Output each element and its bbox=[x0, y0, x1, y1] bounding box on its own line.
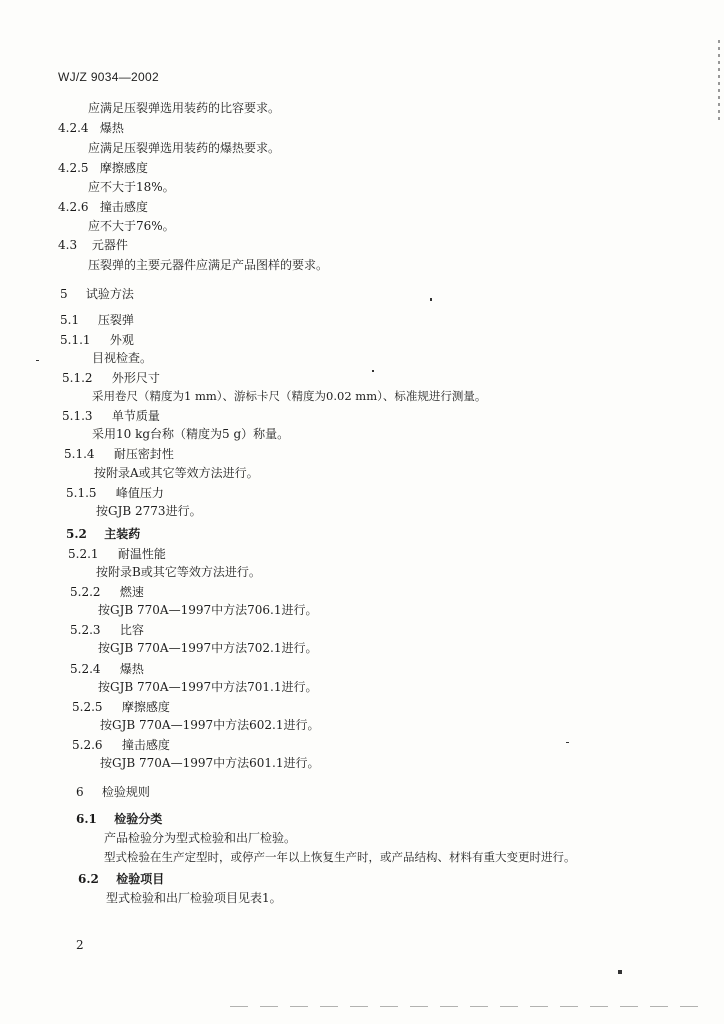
text-line: 应不大于18%。 bbox=[88, 180, 175, 194]
section-heading bbox=[70, 622, 144, 638]
section-title: 燃速 bbox=[119, 585, 144, 599]
section-number: 4.3 bbox=[58, 238, 78, 252]
section-number: 5.2.1 bbox=[68, 547, 99, 561]
section-number: 5 bbox=[60, 287, 68, 301]
section-heading bbox=[76, 811, 162, 827]
section-number: 5.2.4 bbox=[70, 662, 101, 676]
section-number: 4.2.5 bbox=[58, 161, 89, 175]
text-line: 按附录B或其它等效方法进行。 bbox=[96, 565, 261, 579]
text-line: 型式检验和出厂检验项目见表1。 bbox=[106, 891, 282, 905]
section-heading bbox=[66, 526, 140, 542]
section-heading bbox=[72, 699, 170, 715]
section-heading bbox=[64, 446, 174, 462]
section-title: 外形尺寸 bbox=[111, 371, 160, 385]
section-number: 5.1.4 bbox=[64, 447, 95, 461]
section-title: 检验规则 bbox=[101, 785, 150, 799]
section-heading bbox=[60, 286, 134, 302]
section-title: 单节质量 bbox=[111, 409, 160, 423]
section-heading bbox=[68, 546, 166, 562]
section-title: 检验项目 bbox=[116, 872, 165, 886]
scan-edge-artifact bbox=[718, 40, 720, 120]
text-line: 压裂弹的主要元器件应满足产品图样的要求。 bbox=[88, 258, 329, 272]
scan-speck bbox=[372, 370, 374, 372]
section-number: 5.1 bbox=[60, 313, 80, 327]
section-heading bbox=[72, 737, 170, 753]
section-heading bbox=[62, 370, 160, 386]
section-number: 5.2 bbox=[66, 527, 87, 541]
section-title: 耐压密封性 bbox=[113, 447, 174, 461]
section-number: 4.2.6 bbox=[58, 200, 89, 214]
section-number: 5.1.3 bbox=[62, 409, 93, 423]
section-title: 比容 bbox=[119, 623, 144, 637]
text-line: 应满足压裂弹选用装药的比容要求。 bbox=[88, 101, 281, 115]
section-heading bbox=[62, 408, 160, 424]
text-line: 产品检验分为型式检验和出厂检验。 bbox=[104, 831, 297, 845]
scan-speck bbox=[566, 742, 569, 743]
text-line: 按GJB 770A—1997中方法701.1进行。 bbox=[98, 680, 318, 694]
text-line: 按GJB 2773进行。 bbox=[96, 504, 202, 518]
section-title: 爆热 bbox=[119, 662, 144, 676]
section-number: 5.2.3 bbox=[70, 623, 101, 637]
section-title: 压裂弹 bbox=[97, 313, 134, 327]
section-title: 耐温性能 bbox=[117, 547, 166, 561]
text-line: 目视检查。 bbox=[92, 351, 153, 365]
section-heading bbox=[58, 120, 124, 136]
section-heading bbox=[70, 661, 144, 677]
section-heading bbox=[70, 584, 144, 600]
section-heading bbox=[60, 312, 134, 328]
section-number: 5.1.1 bbox=[60, 333, 91, 347]
section-title: 峰值压力 bbox=[115, 486, 164, 500]
section-title: 撞击感度 bbox=[99, 200, 148, 214]
scan-speck bbox=[430, 298, 432, 301]
text-line: 应不大于76%。 bbox=[88, 219, 175, 233]
section-number: 4.2.4 bbox=[58, 121, 89, 135]
section-heading bbox=[66, 485, 164, 501]
text-line: 采用卷尺（精度为1 mm）、游标卡尺（精度为0.02 mm）、标准规进行测量。 bbox=[92, 389, 487, 403]
section-title: 摩擦感度 bbox=[121, 700, 170, 714]
section-number: 5.1.2 bbox=[62, 371, 93, 385]
section-title: 摩擦感度 bbox=[99, 161, 148, 175]
scan-speck bbox=[618, 970, 622, 974]
section-heading bbox=[58, 237, 128, 253]
section-number: 5.1.5 bbox=[66, 486, 97, 500]
standard-code-header: WJ/Z 9034—2002 bbox=[58, 70, 159, 84]
section-heading bbox=[78, 871, 164, 887]
scan-bottom-artifact bbox=[230, 1006, 704, 1007]
section-heading bbox=[58, 160, 148, 176]
section-title: 撞击感度 bbox=[121, 738, 170, 752]
section-number: 5.2.5 bbox=[72, 700, 103, 714]
section-title: 试验方法 bbox=[85, 287, 134, 301]
text-line: 按GJB 770A—1997中方法706.1进行。 bbox=[98, 603, 318, 617]
text-line: 按GJB 770A—1997中方法601.1进行。 bbox=[100, 756, 320, 770]
section-title: 主装药 bbox=[104, 527, 141, 541]
text-line: 按GJB 770A—1997中方法702.1进行。 bbox=[98, 641, 318, 655]
text-line: 按附录A或其它等效方法进行。 bbox=[94, 466, 259, 480]
text-line: 按GJB 770A—1997中方法602.1进行。 bbox=[100, 718, 320, 732]
section-title: 爆热 bbox=[99, 121, 124, 135]
section-number: 6.2 bbox=[78, 872, 99, 886]
text-line: 采用10 kg台称（精度为5 g）称量。 bbox=[92, 427, 290, 441]
section-title: 外观 bbox=[109, 333, 134, 347]
section-heading bbox=[60, 332, 134, 348]
section-heading bbox=[58, 199, 148, 215]
section-number: 6.1 bbox=[76, 812, 97, 826]
section-title: 元器件 bbox=[91, 238, 128, 252]
text-line: 应满足压裂弹选用装药的爆热要求。 bbox=[88, 141, 281, 155]
section-title: 检验分类 bbox=[114, 812, 163, 826]
section-heading bbox=[76, 784, 150, 800]
scan-speck bbox=[36, 360, 39, 361]
text-line: 型式检验在生产定型时，或停产一年以上恢复生产时，或产品结构、材料有重大变更时进行。 bbox=[104, 850, 576, 864]
section-number: 5.2.6 bbox=[72, 738, 103, 752]
page-number: 2 bbox=[76, 938, 84, 952]
section-number: 5.2.2 bbox=[70, 585, 101, 599]
section-number: 6 bbox=[76, 785, 84, 799]
